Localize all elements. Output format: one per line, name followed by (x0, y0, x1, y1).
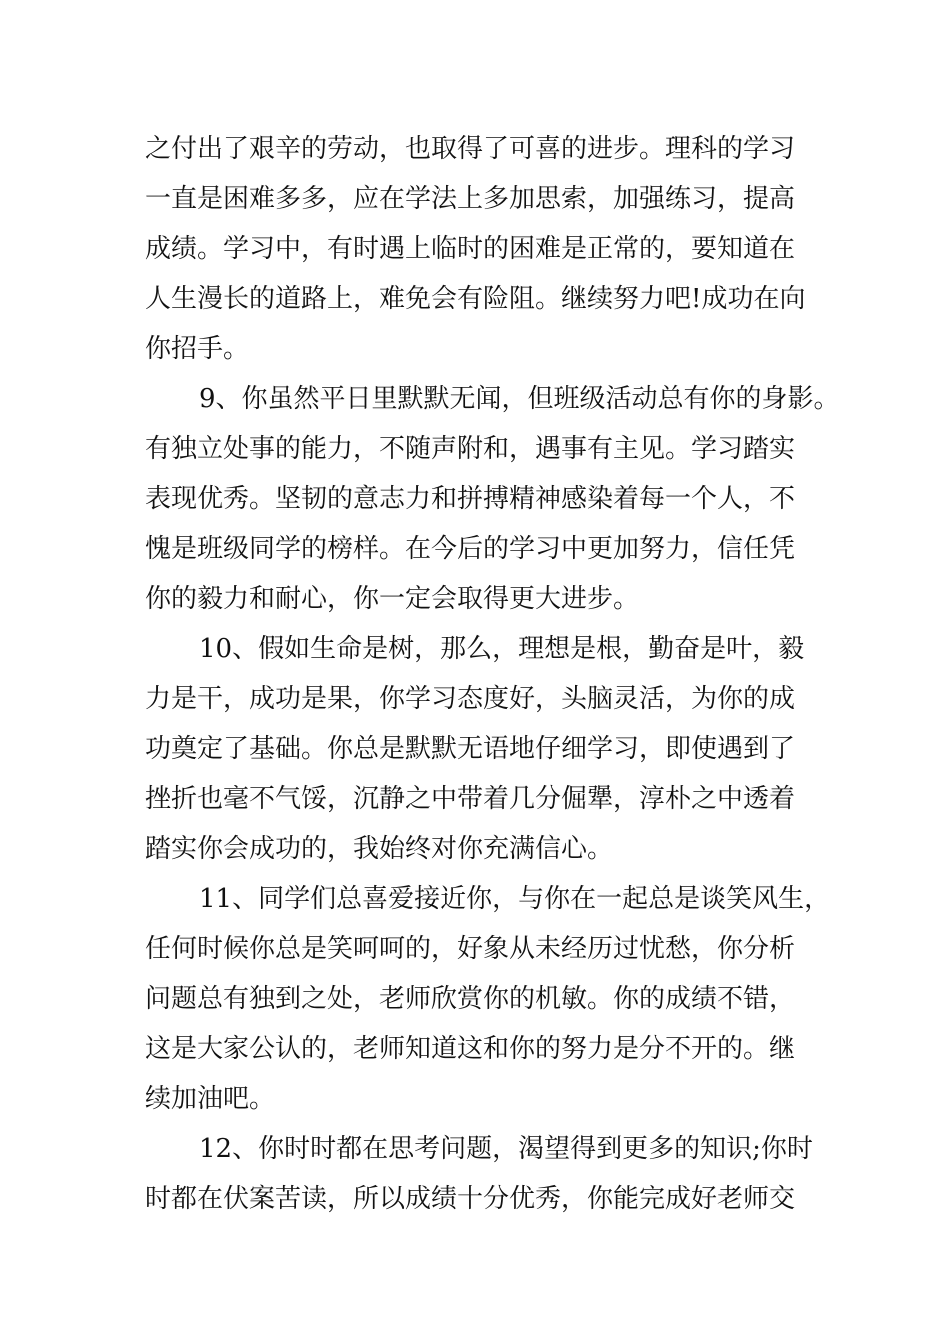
text-line: 你招手。 (145, 334, 250, 364)
text-line: 续加油吧。 (145, 1084, 276, 1114)
text-line: 踏实你会成功的，我始终对你充满信心。 (145, 834, 614, 864)
text-line: 一直是困难多多，应在学法上多加思索，加强练习，提高 (145, 184, 796, 214)
document-body (145, 124, 840, 1224)
text-line: 挫折也毫不气馁，沉静之中带着几分倔犟，淳朴之中透着 (145, 784, 796, 814)
text-line: 有独立处事的能力，不随声附和，遇事有主见。学习踏实 (145, 434, 796, 464)
text-line: 愧是班级同学的榜样。在今后的学习中更加努力，信任凭 (145, 534, 796, 564)
text-line: 问题总有独到之处，老师欣赏你的机敏。你的成绩不错， (145, 984, 796, 1014)
text-line: 成绩。学习中，有时遇上临时的困难是正常的，要知道在 (145, 234, 796, 264)
text-line: 你的毅力和耐心，你一定会取得更大进步。 (145, 584, 640, 614)
paragraph-start-9: 9、你虽然平日里默默无闻，但班级活动总有你的身影。 (199, 384, 840, 414)
text-line: 任何时候你总是笑呵呵的，好象从未经历过忧愁，你分析 (145, 934, 796, 964)
paragraph-start-10: 10、假如生命是树，那么，理想是根，勤奋是叶，毅 (199, 634, 805, 664)
paragraph-start-12: 12、你时时都在思考问题，渴望得到更多的知识;你时 (199, 1134, 813, 1164)
text-line: 这是大家公认的，老师知道这和你的努力是分不开的。继 (145, 1034, 796, 1064)
text-line: 时都在伏案苦读，所以成绩十分优秀，你能完成好老师交 (145, 1184, 796, 1214)
text-line: 表现优秀。坚韧的意志力和拼搏精神感染着每一个人，不 (145, 484, 796, 514)
paragraph-start-11: 11、同学们总喜爱接近你，与你在一起总是谈笑风生， (199, 884, 831, 914)
text-line: 人生漫长的道路上，难免会有险阻。继续努力吧!成功在向 (145, 284, 806, 314)
text-line: 功奠定了基础。你总是默默无语地仔细学习，即使遇到了 (145, 734, 796, 764)
text-line: 之付出了艰辛的劳动，也取得了可喜的进步。理科的学习 (145, 134, 796, 164)
text-line: 力是干，成功是果，你学习态度好，头脑灵活，为你的成 (145, 684, 796, 714)
